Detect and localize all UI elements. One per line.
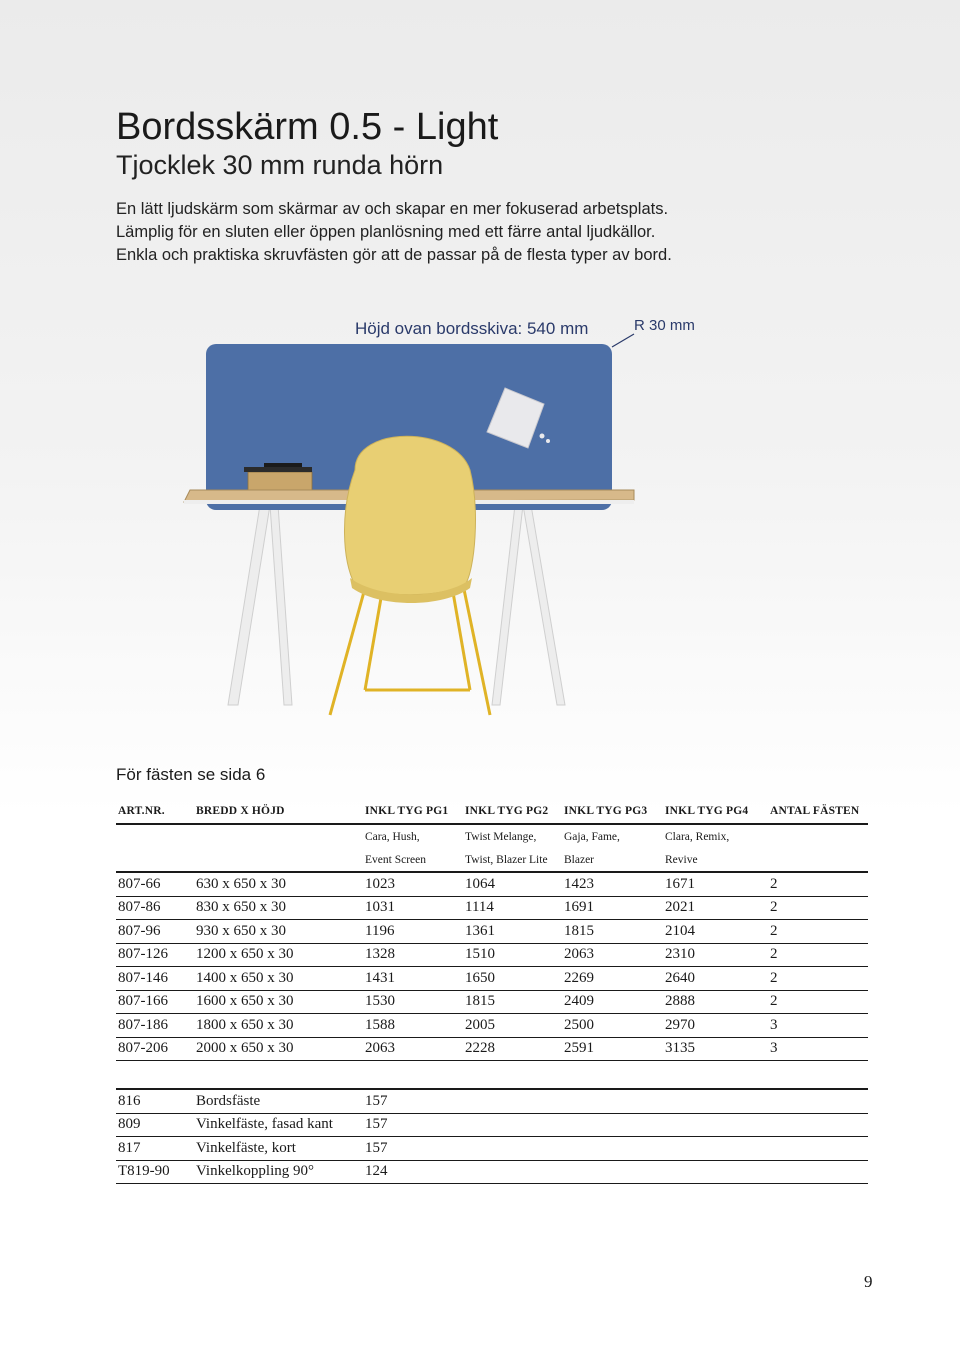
accessory-cell: 816 [116, 1089, 194, 1113]
book [244, 467, 312, 472]
radius-label: R 30 mm [634, 317, 695, 334]
table-cell: 1800 x 650 x 30 [194, 1014, 363, 1038]
table-cell: 2970 [663, 1014, 768, 1038]
header-mount-count: ANTAL FÄSTEN [768, 802, 868, 824]
table-cell: 1510 [463, 943, 562, 967]
table-cell: 2104 [663, 920, 768, 944]
product-description [116, 198, 672, 267]
accessory-cell: Vinkelfäste, fasad kant [194, 1113, 363, 1137]
table-cell: 2640 [663, 967, 768, 991]
table-cell: 1650 [463, 967, 562, 991]
accessory-row [116, 1160, 868, 1184]
height-label: Höjd ovan bordsskiva: 540 mm [355, 319, 589, 338]
table-header-row [116, 802, 868, 824]
fabric-row [116, 849, 868, 872]
table-cell: 807-146 [116, 967, 194, 991]
table-cell: 2500 [562, 1014, 663, 1038]
table-cell: 1031 [363, 896, 463, 920]
mounting-note: För fästen se sida 6 [116, 765, 266, 784]
accessory-cell: T819-90 [116, 1160, 194, 1184]
accessory-cell: Vinkelfäste, kort [194, 1137, 363, 1161]
table-cell: 630 x 650 x 30 [194, 872, 363, 896]
accessory-cell: 157 [363, 1089, 868, 1113]
price-table [116, 802, 868, 1061]
table-cell: 1600 x 650 x 30 [194, 990, 363, 1014]
table-cell: 2228 [463, 1037, 562, 1061]
table-cell: 1530 [363, 990, 463, 1014]
accessories-table [116, 1088, 868, 1184]
table-cell: 1691 [562, 896, 663, 920]
table-row [116, 920, 868, 944]
header-width-height: BREDD X HÖJD [194, 802, 363, 824]
table-cell: 1114 [463, 896, 562, 920]
book [248, 472, 312, 490]
description-line: En lätt ljudskärm som skärmar av och skapar en mer fokuserad arbetsplats. [116, 200, 669, 218]
table-cell: 2005 [463, 1014, 562, 1038]
description-line: Enkla och praktiska skruvfästen gör att de passar på de flesta typer av bord. [116, 246, 672, 264]
accessory-cell: 124 [363, 1160, 868, 1184]
table-cell: 1361 [463, 920, 562, 944]
table-cell: 2 [768, 896, 868, 920]
header-art-nr: ART.NR. [116, 802, 194, 824]
table-cell: 807-66 [116, 872, 194, 896]
page-number: 9 [864, 1272, 873, 1291]
pin-icon [540, 434, 545, 439]
page-title: Bordsskärm 0.5 - Light [116, 106, 499, 148]
table-cell: 1431 [363, 967, 463, 991]
description-line: Lämplig för en sluten eller öppen planlösning med ett färre antal ljudkällor. [116, 223, 656, 241]
fabric-cell: Revive [663, 849, 768, 872]
table-cell: 830 x 650 x 30 [194, 896, 363, 920]
table-cell: 1588 [363, 1014, 463, 1038]
table-cell: 3 [768, 1037, 868, 1061]
table-cell: 2 [768, 990, 868, 1014]
table-cell: 2000 x 650 x 30 [194, 1037, 363, 1061]
table-row [116, 943, 868, 967]
table-cell: 3135 [663, 1037, 768, 1061]
header-pg2: INKL TYG PG2 [463, 802, 562, 824]
table-cell: 1328 [363, 943, 463, 967]
book [264, 463, 302, 467]
table-cell: 2888 [663, 990, 768, 1014]
fabric-cell: Twist Melange, [465, 831, 537, 843]
table-row [116, 896, 868, 920]
fabric-cell: Gaja, Fame, [564, 831, 620, 843]
table-cell: 1200 x 650 x 30 [194, 943, 363, 967]
accessory-cell: 817 [116, 1137, 194, 1161]
chair-shell [344, 436, 475, 595]
product-image [170, 330, 650, 730]
table-cell: 2021 [663, 896, 768, 920]
table-cell: 3 [768, 1014, 868, 1038]
header-pg1: INKL TYG PG1 [363, 802, 463, 824]
table-row [116, 1014, 868, 1038]
table-cell: 807-86 [116, 896, 194, 920]
fabric-row [116, 824, 868, 849]
table-cell: 2591 [562, 1037, 663, 1061]
table-cell: 1400 x 650 x 30 [194, 967, 363, 991]
accessory-cell: Vinkelkoppling 90° [194, 1160, 363, 1184]
table-cell: 2409 [562, 990, 663, 1014]
table-row [116, 967, 868, 991]
page-subtitle: Tjocklek 30 mm runda hörn [116, 150, 444, 180]
table-cell: 807-186 [116, 1014, 194, 1038]
accessory-cell: 809 [116, 1113, 194, 1137]
table-cell: 1196 [363, 920, 463, 944]
table-cell: 2 [768, 872, 868, 896]
table-cell: 2063 [562, 943, 663, 967]
table-cell: 1671 [663, 872, 768, 896]
table-cell: 2 [768, 943, 868, 967]
table-cell: 1023 [363, 872, 463, 896]
fabric-cell: Event Screen [363, 849, 463, 872]
table-cell: 1815 [463, 990, 562, 1014]
table-cell: 2269 [562, 967, 663, 991]
accessory-cell: 157 [363, 1113, 868, 1137]
table-cell: 807-96 [116, 920, 194, 944]
table-cell: 807-166 [116, 990, 194, 1014]
table-cell: 807-206 [116, 1037, 194, 1061]
table-cell: 1064 [463, 872, 562, 896]
header-pg4: INKL TYG PG4 [663, 802, 768, 824]
accessory-cell: 157 [363, 1137, 868, 1161]
pin-icon [546, 439, 550, 443]
accessory-row [116, 1113, 868, 1137]
table-row [116, 872, 868, 896]
table-cell: 807-126 [116, 943, 194, 967]
table-cell: 1815 [562, 920, 663, 944]
radius-pointer [612, 334, 634, 347]
table-cell: 2 [768, 967, 868, 991]
table-cell: 930 x 650 x 30 [194, 920, 363, 944]
table-cell: 2 [768, 920, 868, 944]
header-pg3: INKL TYG PG3 [562, 802, 663, 824]
accessory-cell: Bordsfäste [194, 1089, 363, 1113]
table-cell: 1423 [562, 872, 663, 896]
accessory-row [116, 1137, 868, 1161]
fabric-cell: Twist, Blazer Lite [463, 849, 562, 872]
table-cell: 2310 [663, 943, 768, 967]
accessory-row [116, 1089, 868, 1113]
fabric-cell: Blazer [562, 849, 663, 872]
table-cell: 2063 [363, 1037, 463, 1061]
table-row [116, 990, 868, 1014]
fabric-cell: Cara, Hush, [365, 831, 420, 843]
table-row [116, 1037, 868, 1061]
fabric-cell: Clara, Remix, [665, 831, 730, 843]
